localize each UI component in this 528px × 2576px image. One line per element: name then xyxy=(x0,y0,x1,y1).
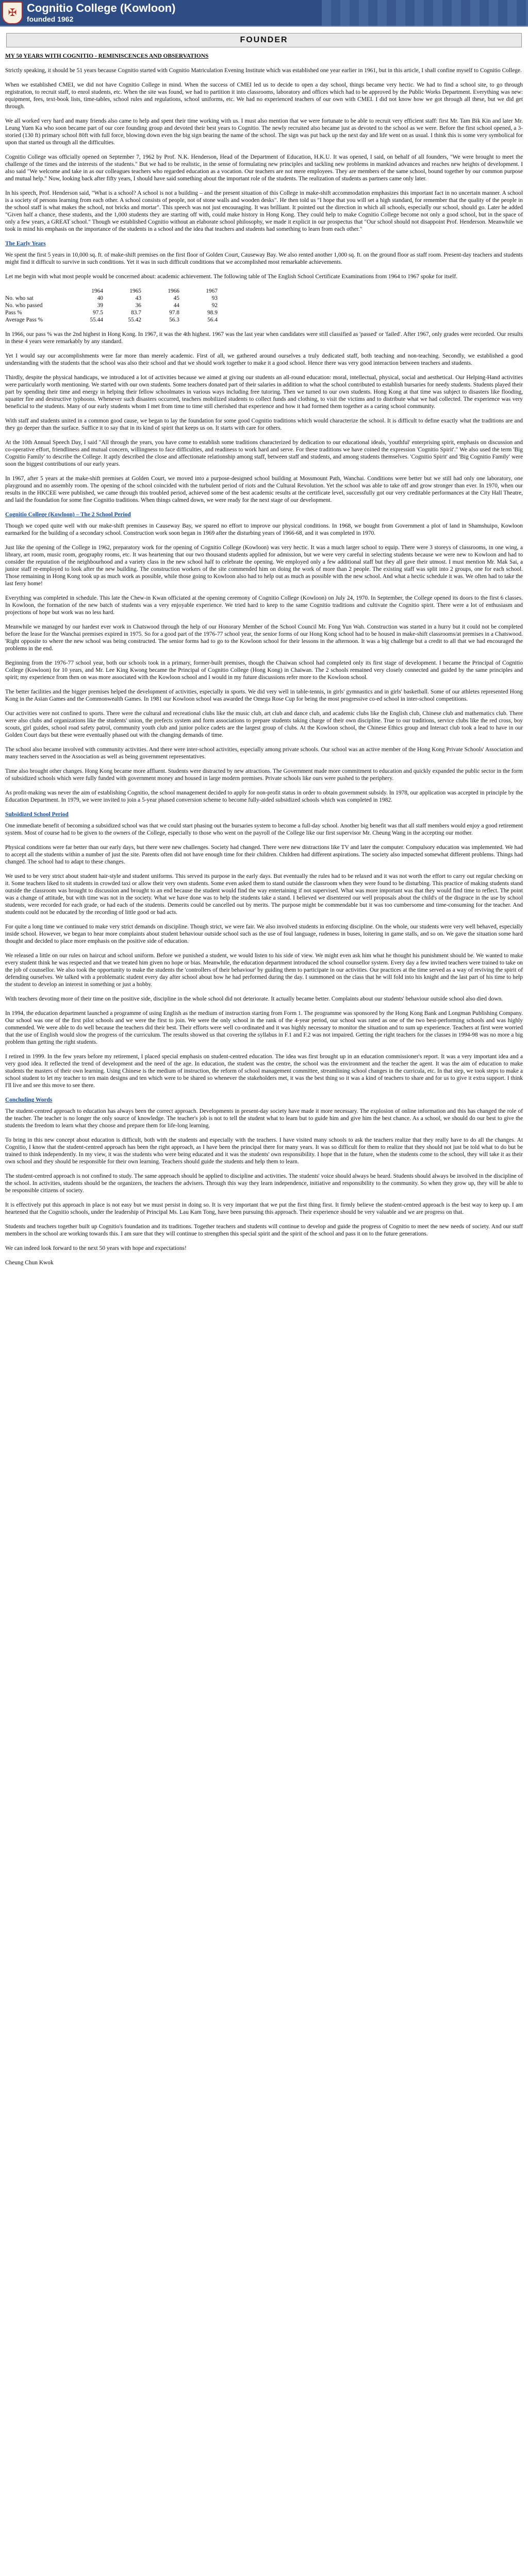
row-label: Pass % xyxy=(5,310,22,316)
paragraph: In 1994, the education department launched a programme of using English as the medium of instruction starting from Form 1. The programme was sponsored by the Hong Kong Bank and Longman Publishing Company. Our school was one of the first pilot schools and we were the first to join. We were the only school in the rank of the 4-year period, our school was rated as one of the two best-performing schools and was highly commended. We were able to do well because the teachers did their best. Their efforts were well co-ordinated and it was highly necessary to monitor the situation and to sum up experience. Teachers at first were worried that the use of English would slow the progress of the curriculum. The results showed us that covering the syllabus in F.1 and F.2 was not impaired. Getting the right teachers for the classes in 1994-98 was no more a big problem than getting the right students. xyxy=(5,1010,523,1045)
table-cell: 93 xyxy=(211,295,218,301)
school-name[interactable]: Cognitio College (Kowloon) xyxy=(27,2,176,14)
paragraph: Students and teachers together built up Cognitio's foundation and its traditions. Together teachers and students will continue to develop and guide the progress of Cognitio to meet the new needs of society. And our staff members in the school are working towards this. I am sure that they will continue to strengthen this special spirit and the spirit of the school and pass it on to the future generations. xyxy=(5,1224,523,1237)
paragraph: Everything was completed in schedule. This late the Chew-in Kwan officiated at the opening ceremony of Cognitio College (Kowloon) on July 24, 1970. In September, the College opened its doors to the first 6 classes. In Kowloon, the formation of the new batch of students was a very enjoyable experience. We tried hard to keep to the same Cognitio traditions and cultivate the Cognitio spirit. There were a lot of enthusiasm and projections of hope but work was no less hard. xyxy=(5,595,523,616)
heading-early-years: The Early Years xyxy=(5,241,46,247)
author-signature: Cheung Chun Kwok xyxy=(5,1260,54,1266)
article xyxy=(0,47,528,1266)
table-cell: 45 xyxy=(173,295,179,301)
table-cell: 55.42 xyxy=(128,317,141,323)
paragraph: As profit-making was never the aim of establishing Cognitio, the school management decided to apply for non-profit status in order to obtain government subsidy. In 1978, our application was accepted in principle by the Education Department. In 1979, we were invited to join a 5-year phased conversion scheme to become fully-aided subsidized schools which was completed in 1982. xyxy=(5,790,523,803)
paragraph: Our activities were not confined to sports. There were the cultural and recreational clubs like the music club, art club and dance club, and academic clubs like the English club, Chinese club and mathematics club. There were also clubs and organizations like the students' union, the prefects system and form associations to prepare students taking charge of their own discipline. True to our traditions, service clubs like the red cross, boy scouts, girl guides, school road safety patrol, community youth club and junior police cadets are the largest group of clubs. At the Kowloon school, the Chinese Ethics group and Interact club took a lead to have in our Golden Court days but these were eventually phased out with the changing demands of time. xyxy=(5,710,523,738)
table-header-cell xyxy=(5,287,72,295)
school-crest-icon[interactable]: ✠ xyxy=(2,2,23,24)
paragraph: When we established CMEI, we did not have Cognitio College in mind. When the success of CMEI led us to decide to open a day school, things became very hectic. We had to find a school site, to go through registration, to recruit staff, to enrol students, etc. When the site was found, we had to partition it into classrooms, laboratory and offices which had to be approved by the Public Works Department. Everything was new: equipment, fees, text-book lists, time-tables, school rules and regulations, school uniforms, etc. We had no experienced teachers of our own with CMEI. I did not know how we got through all these, but we did get through. xyxy=(5,82,523,110)
paragraph: Though we coped quite well with our make-shift premises in Causeway Bay, we spared no effort to improve our physical conditions. In 1968, we bought from Government a plot of land in Shamshuipo, Kowloon earmarked for the building of a secondary school. Construction work soon began in 1969 after the disturbing years of 1966-68, and it was completed in 1970. xyxy=(5,523,523,536)
paragraph: One immediate benefit of becoming a subsidized school was that we could start phasing out the bursaries system to become a full-day school. Another big benefit was that all staff members would enjoy a good retirement system. Most of course had to be given to the owners of the College, especially to those who went on the payroll of the College like our first supervisor Mr. Cheung Wang in the accepting our mother. xyxy=(5,823,523,836)
table-cell: 97.8 xyxy=(169,310,179,316)
table-header-cell: 1966 xyxy=(168,288,179,294)
table-cell: 92 xyxy=(211,302,218,309)
paragraph: For quite a long time we continued to make very strict demands on discipline. Though strict, we were fair. We also involved students in enforcing discipline. On the whole, our students were very well behaved, especially inside school. However, we began to hear more complaints about student behaviour outside school such as the use of foul language, rudeness in buses, loitering in game stalls, and so on. We gave the situation some hard thought and decided to place more emphasis on the positive side of education. xyxy=(5,924,523,944)
paragraph: With staff and students united in a common good cause, we began to lay the foundation for some good Cognitio traditions which would characterize the school. It is difficult to define exactly what the traditions are and they go deeper than the surface. Suffice it to say that in its kind of spirit that keeps us on. It starts with care for others. xyxy=(5,418,523,431)
paragraph: The student-centred approach is not confined to study. The same approach should be applied to discipline and activities. The students' voice should always be heard. Students should always be involved in the discipline of the school. In activities, students should be the organizers, the teachers the advisers. Through this way they learn independence, initiative and responsibility to the community. So when they grow up, they will be able to be responsible citizens of society. xyxy=(5,1173,523,1194)
paragraph: Cognitio College was officially opened on September 7, 1962 by Prof. N.K. Henderson, Head of the Department of Education, H.K.U. It was opened, I said, on behalf of all founders, "We were brought to meet the challenge of the times and the interests of the students." But we had to be realistic, in the sense of formulating new principles and tackling new problems in mankind advances and reaches new heights of development. I also said "We welcome and take in as our colleagues teachers who regarded education as a vocation. Our teachers are not mere employees. They are members of the same school, bound together by our common purpose and mutual help." Now, looking back after fifty years, I should have said something about the important role of the students. The realization of students as partners came only later. xyxy=(5,154,523,182)
table-cell: 39 xyxy=(97,302,103,309)
paragraph: Beginning from the 1976-77 school year, both our schools took in a primary, former-built premises, though the Chaiwan school had completed only its first stage of development. I became the Principal of Cognitio College (Kowloon) for 10 years, and Mr. Lee King Kwong became the Principal of Cognitio College (Hong Kong) in Chaiwan. The 2 schools remained very closely connected and guided by the same principles and spirit; my experience from then on was more associated with the Kowloon school and I would in my future discussions refer more to the Kowloon school. xyxy=(5,660,523,681)
article-title: MY 50 YEARS WITH COGNITIO - REMINISCENCES AND OBSERVATIONS xyxy=(5,53,209,59)
paragraph: Time also brought other changes. Hong Kong became more affluent. Students were distracted by new attractions. The Government made more commitment to education and quickly expanded the public sector in the form of subsidized schools which were fully funded with government money and housed in large modern premises. Private schools like ours were pushed to the periphery. xyxy=(5,768,523,782)
paragraph: We all worked very hard and many friends also came to help and spent their time working with us. I must also mention that we were fortunate to be able to recruit very efficient staff: first Mr. Tam Bik Kin and later Mr. Leung Yuen Ka who soon became part of our core founding group and devoted their best years to Cognitio. The newly recruited also became just as devoted to the school as we were. Before the first school opened, a 3-storied (130 ft) primary school 80ft with full force, blowing down even the big sign bearing the name of the school. The sign was put back up the next day and life went on as usual. I think this is some very symbolical for upon that started us through all the difficulties. xyxy=(5,118,523,146)
paragraph: The student-centred approach to education has always been the correct approach. Developments in present-day society have made it more necessary. The explosion of online information and this has changed the role of the teacher. The teacher is no longer the only source of knowledge. The teacher's job is not to tell the student what to learn but to guide him and give him the best chance. As a school, we should do our best to give the students the freedom to learn what they choose and prepare them for life-long learning. xyxy=(5,1108,523,1129)
paragraph: We can indeed look forward to the next 50 years with hope and expectations! xyxy=(5,1245,187,1251)
table-row xyxy=(5,316,225,324)
paragraph: In his speech, Prof. Henderson said, "What is a school? A school is not a building – and the present situation of this College in make-shift accommodation emphasizes this important fact in no uncertain manner. A school is a society of persons learning from each other. A school consists of people, not of stone walls and wooden desks". He then told us "I hope that you will set a high standard, for remember that the quality of the people in the school staff is what makes the school, not bricks and mortar". This speech was not just encouraging. It was brilliant. It pointed out the direction in which all schools, especially our school, should go. Later he added "Given half a chance, these students, and the 1,000 students they are starting off with, could make history in Hong Kong. They could help to make Cognitio College become not only a good school, but in the space of only a few years, a GREAT school." Though we established Cognitio without an elaborate school philosophy, we made it explicit in our prospectus that "Our school should not disappoint Prof. Henderson. Meanwhile we took in mind his emphasis on the importance of the students in a school and the idea that teachers and students had something to learn from each other." xyxy=(5,190,523,232)
table-cell: 40 xyxy=(97,295,103,301)
table-row xyxy=(5,302,225,309)
row-label: Average Pass % xyxy=(5,317,43,323)
table-cell: 43 xyxy=(135,295,141,301)
table-cell: 55.44 xyxy=(90,317,103,323)
paragraph: The better facilities and the bigger premises helped the development of activities, especially in sports. We did very well in table-tennis, in girls' gymnastics and in girls' basketball. Some of our athletes represented Hong Kong in the Asian Games and the Commonwealth Games. In 1981 our Kowloon school was awarded the Omega Rose Cup for being the most progressive co-ed school in inter-school competitions. xyxy=(5,689,523,702)
table-cell: 56.4 xyxy=(207,317,218,323)
paragraph: In 1967, after 5 years at the make-shift premises at Golden Court, we moved into a purpose-designed school building at Mossmount Path, Wanchai. Conditions were better but we still had only one laboratory, one playground and no assembly room. The opening of the school coincided with the turbulent period of riots and the Cultural Revolution. Yet the school was able to take off and grow stronger than ever. In 1970, when our results in the HKCEE were published, we came through this troubled period, achieved some of the best academic results at the certificate level, successfully got our very creditable performances at the City Hall Theatre, and laid the foundation for some fine Cognitio traditions. When things calmed down, we were ready for the next stage of our development. xyxy=(5,476,523,503)
site-header xyxy=(0,0,528,27)
paragraph: The school also became involved with community activities. And there were inter-school activities, especially among private schools. Our school was an active member of the Hong Kong Private Schools' Association and many teachers served in the Association as well as being government representatives. xyxy=(5,747,523,760)
table-cell: 36 xyxy=(135,302,141,309)
paragraph: In 1966, our pass % was the 2nd highest in Hong Kong. In 1967, it was the 4th highest. 1967 was the last year when candidates were still classified as 'passed' or 'failed'. After 1967, only grades were recorded. Our results in these 4 years were remarkably by any standard. xyxy=(5,331,523,345)
paragraph: To bring in this new concept about education is difficult, both with the students and especially with the teachers. I have visited many schools to ask the teachers realize that they really have to do all the changes. At Cognitio, I know that the student-centred approach has been the right approach, as I have been the principal there for many years. It was so difficult for them to realize that they should not just be told what to do but be trained to think independently. In my view, it was the students who were being educated and it was the students' own responsibility. I hope that in the future, when the students come to the school, they will take it as their own school and they should be responsible for their own learning. Teachers should guide the students and help them to learn. xyxy=(5,1137,523,1165)
table-row xyxy=(5,295,225,302)
paragraph: Just like the opening of the College in 1962, preparatory work for the opening of Cognitio College (Kowloon) was very hectic. It was a much larger school to equip. There were 3 storeys of classrooms, in one wing, a library, art room, music room, geography rooms, etc. It was heartening that our two thousand students applied for admission, but we were very careful in selecting students because we were new to Kowloon and had to consider the reputation of the neighbourhood and a variety class in the new school half to celebrate the opening. We employed only a few additional staff but they all gave their utmost. I must mention Mr. Mak Sai, a junior staff re-employed to look after the new building. The construction workers of the site commended him on doing the work of more than 2 people. The existing staff was split into 2 groups, one for each school. Those remaining in Hong Kong took up as much work as possible, while those going to Kowloon also had to help out as much as possible with the new school. And what a hectic schedule it was. We often had to take the last ferry home! xyxy=(5,545,523,587)
header-photo-strip xyxy=(322,0,528,26)
paragraph: We used to be very strict about student hair-style and student uniforms. This served its purpose in the early days. But eventually the rules had to be relaxed and it was not worth the effort to carry out regular checking on it. Some teachers liked to sit students in crowded taxi or allow their very own students. Some even asked them to stand outside the classroom when they were found to be disturbing. This practice of making students stand outside the classroom was brought to discussion and brought to an end because the student would find the way entertaining if not supervised. What was more important was that they would find time to reflect. The point was a change of attitude, but with time was not in the society. What we have done was to help the students take a stand. I believed we disentered our well proposals about the child's of the disgrace in the use by school students, were recorded for each grade, or had each of the students. Demerits could be cancelled out by merits. The purpose might be commendable but it was too cumbersome and time-consuming for the teacher. And students could not be educated by the recording of little good or bad acts. xyxy=(5,873,523,916)
founded-year: founded 1962 xyxy=(27,15,74,23)
table-header-cell: 1967 xyxy=(206,288,218,294)
table-cell: 98.9 xyxy=(207,310,218,316)
heading-kowloon: Cognitio College (Kowloon) – The 2 School Period xyxy=(5,512,131,518)
paragraph: We released a little on our rules on haircut and school uniform. Before we punished a student, we would listen to his side of view. We might even ask him what he thought his punishment should be. We wanted to make every student think he was respected and that we treated him given no hope or bias. Meanwhile, the education department introduced the school counsellor system. Every day a few invited teachers were trained to take on the job of counsellor. We also took the opportunity to make the students the 'controllers of their behaviour' by guiding them to participate in our activities. Our practices at the time served as a way of reviving the spirit of defending ourselves. We talked with a problematic student every day after school about how he had performed during the day. I summoned on the class that he will fold into his knight and the last part of his time to help the student to develop an interest in something or just a hobby. xyxy=(5,953,523,988)
page xyxy=(0,0,528,1266)
paragraph: Strictly speaking, it should be 51 years because Cognitio started with Cognitio Matriculation Evening Institute which was established one year earlier in 1961, but in this article, I shall confine myself to Cognitio College. xyxy=(5,67,522,74)
paragraph: It is effectively put this approach in place is not easy but we must persist in doing so. It is very important that we put the first thing first. It firmly believe the student-centred approach is the best way to keep up. I am heartened that the Cognitio schools, under the leadership of Principal Ms. Lau Kam Tong, have been pursuing this approach. Their experience should be very valuable and we are progress on that. xyxy=(5,1202,523,1215)
table-cell: 44 xyxy=(173,302,179,309)
paragraph: At the 10th Annual Speech Day, I said "All through the years, you have come to establish some traditions characterized by dedication to our educational ideals, 'youthful' enterprising spirit, emphasis on discussion and co-operative effort, friendliness and mutual concern, willingness to face difficulties, and readiness to work hard and serve. For these traditions we have coined the expression 'Cognitio Spirit'." We also used the term 'Big Cognitio Family' to describe the College. It aptly described the close and affectionate relationship among staff, between staff and students, and among students themselves. 'Cognitio Spirit' and 'Big Cognitio Family' were soon the biggest contributions of our early years. xyxy=(5,439,523,467)
heading-subsidized: Subsidized School Period xyxy=(5,811,69,818)
table-cell: 83.7 xyxy=(131,310,141,316)
paragraph: Let me begin with what most people would be concerned about: academic achievement. The following table of The English School Certificate Examinations from 1964 to 1967 spoke for itself. xyxy=(5,274,458,280)
paragraph: Yet I would say our accomplishments were far more than merely academic. First of all, we gathered around ourselves a truly dedicated staff, both teaching and non-teaching. Secondly, we established a good understanding with the students that the school was also their school and that we should work together to make it a good school. Hence there was very good interaction between teachers and students. xyxy=(5,353,523,366)
row-label: No. who sat xyxy=(5,295,34,301)
paragraph: With teachers devoting more of their time on the positive side, discipline in the whole school did not deteriorate. It actually became better. Complaints about our students' behaviour outside school also died down. xyxy=(5,996,503,1002)
table-cell: 97.5 xyxy=(93,310,103,316)
table-header-cell: 1965 xyxy=(129,288,141,294)
table-header-row xyxy=(5,287,225,295)
section-title: FOUNDER xyxy=(6,33,522,47)
heading-concluding: Concluding Words xyxy=(5,1097,53,1103)
paragraph: I retired in 1999. In the few years before my retirement, I placed special emphasis on student-centred education. The idea was first brought up in an education commissioner's report. It was a very important idea and a very good idea. It reflected the trend of development and the need of the age. In education, the student was the centre, the school was the environment and the teacher the agent. It was the aim of education to make students the masters of their own learning. Using Chinese is the medium of instruction, the reform of school management committee, streamlining school changes in the curricula, etc. In that step, we took steps to make a school student to let my teacher to ten main designs and ten which were to be shared so whenever the stakeholders met, it was the best thing so it was a kind of teachers to share and for us to give it extra support. I think I'll live and see this move to see there. xyxy=(5,1054,523,1089)
table-row xyxy=(5,309,225,316)
table-cell: 56.3 xyxy=(169,317,179,323)
exam-results-table xyxy=(5,287,225,324)
row-label: No. who passed xyxy=(5,302,43,309)
paragraph: Meanwhile we managed by our hardest ever work in Chatswood through the help of our Honorary Member of the School Council Mr. Fong Yun Wah. Construction was started in a hurry but it could not be completed before the lease for the Wanchai premises expired in 1975. So for a good part of the 1976-77 school year, the senior forms of our Hong Kong school had to be housed in make-shift classrooms/at premises in a Chatswood. 'Right opposite to where the new school was being constructed. The senior forms had to go to the Kowloon school for their lessons in the afternoon. It was a big challenge but a credit to all that we had encouraged the problems in the end. xyxy=(5,624,523,652)
paragraph: Physical conditions were far better than our early days, but there were new challenges. Society had changed. There were new distractions like TV and later the computer. Compulsory education was implemented. We had to accept all the students within a number of just the site. Parents often did not have enough time for their children. Children had different aspirations. The society also impacted somewhat different problems. Things had changed. The school had to adapt to these changes. xyxy=(5,844,523,865)
table-header-cell: 1964 xyxy=(91,288,103,294)
paragraph: We spent the first 5 years in 10,000 sq. ft. of make-shift premises on the first floor of Golden Court, Causeway Bay. We also rented another 1,000 sq. ft. on the ground floor as staff room. Present-day teachers and students might find it difficult to survive in such conditions. Yet it was in such difficult conditions that we accomplished most remarkable achievements. xyxy=(5,252,523,265)
paragraph: Thirdly, despite the physical handicaps, we introduced a lot of activities because we aimed at giving our students an all-round education: moral, intellectual, physical, social and aesthetical. Our Helping-Hand activities were particularly worth mentioning. We started with our own students. Some teachers donated part of their salaries in addition to what the school contributed to establish bursaries for needy students. Students played their part by spending their time and energy in helping their fellow schoolmates in various ways including free tutoring. Then we turned to our own students. Hong Kong at that time was subject to disasters like flooding, squatter fire and destructive typhoons. Whenever such disasters occurred, teachers mobilized students to collect funds and clothing, to visit the victims and to distribute what we had collected. The experience was very beneficial to the students. Many of our early students whom I met from time to time still cherished that experience and how it had formed them together as a caring school community. xyxy=(5,375,523,410)
